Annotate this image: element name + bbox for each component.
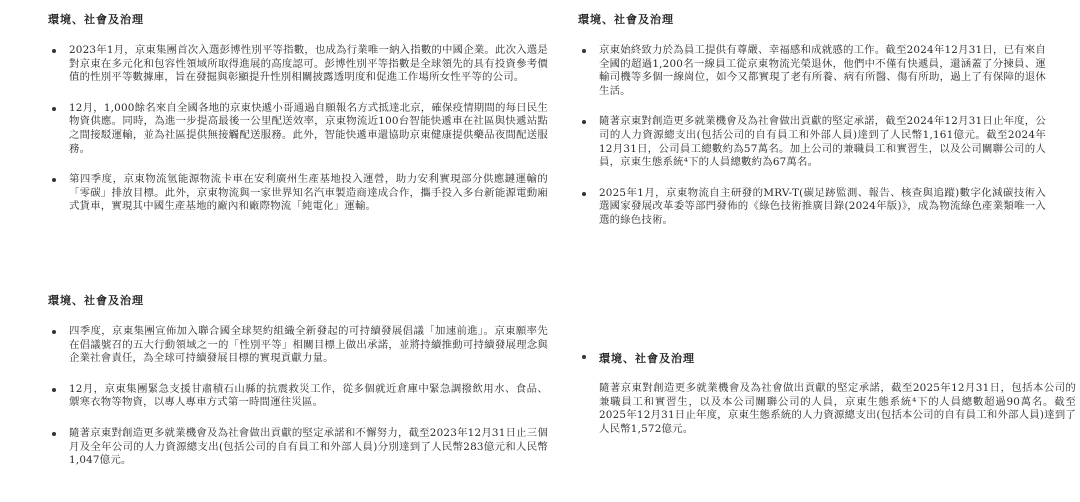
list-item: 12月，京東集團緊急支援甘肅積石山縣的抗震救災工作，從多個就近倉庫中緊急調撥飲用水、食品、禦寒衣物等物資，以專人專車方式第一時間運往災區。 <box>48 383 548 410</box>
list-item: 2025年1月，京東物流自主研發的MRV-T(碳足跡監測、報告、核查與追蹤)數字化減碳技術入選國家發展改革委等部門發佈的《綠色技術推廣目錄(2024年版)》，成為物流綠色產業類唯一入選的綠色技術。 <box>578 187 1046 228</box>
list-item: 四季度，京東集團宣佈加入聯合國全球契約組織全新發起的可持續發展倡議「加速前進」。京東願率先在倡議號召的五大行動領域之一的「性別平等」相關目標上做出承諾，並將持續推動可持續發展理念與企業社會責任，為全球可持續發展目標的實現貢獻力量。 <box>48 325 548 366</box>
esg-section-bottom-right <box>578 350 1076 436</box>
section-heading: 環境、社會及治理 <box>48 294 144 307</box>
list-item: 12月，1,000餘名來自全國各地的京東快遞小哥通過自願報名方式抵達北京，確保疫情期間的每日民生物資供應。同時，為進一步提高最後一公里配送效率，京東物流近100台智能快遞車在社區與快遞站點之間接駁運輸，並為社區提供無接觸配送服務。此外，智能快遞車還協助京東健康提供藥品夜間配送服務。 <box>48 102 548 156</box>
esg-section-top-right <box>578 11 1046 245</box>
list-item: 2023年1月，京東集團首次入選彭博性別平等指數，也成為行業唯一納入指數的中國企業。此次入選是對京東在多元化和包容性領域所取得進展的高度認可。彭博性別平等指數是全球領先的具有投資參考價值的性別平等數據庫，旨在發掘與彰顯提升性別相關披露透明度和促進工作場所女性平等的公司。 <box>48 44 548 85</box>
section-heading: 環境、社會及治理 <box>578 350 1076 366</box>
bullet-list <box>578 44 1046 228</box>
section-paragraph: 隨著京東對創造更多就業機會及為社會做出貢獻的堅定承諾，截至2025年12月31日，包括本公司的兼職員工和實習生，以及本公司關聯公司的人員，京東生態系統⁴下的人員總數超過90萬名。截至2025年12月31日止年度，京東生態系統的人力資源總支出(包括本公司的自有員工和外部人員)達到了人民幣1,572億元。 <box>599 382 1076 435</box>
esg-section-top-left <box>48 11 548 231</box>
section-heading: 環境、社會及治理 <box>48 13 144 26</box>
bullet-list <box>48 44 548 214</box>
list-item: 京東始終致力於為員工提供有尊嚴、幸福感和成就感的工作。截至2024年12月31日，已有來自全國的超過1,200名一線員工從京東物流光榮退休，他們中不僅有快遞員，還涵蓋了分揀員、運輸司機等多個一線崗位，如今又都實現了老有所養、病有所醫、傷有所助，過上了有保障的退休生活。 <box>578 44 1046 98</box>
list-item: 第四季度，京東物流氫能源物流卡車在安利廣州生產基地投入運營，助力安利實現部分供應鏈運輸的「零碳」排放目標。此外，京東物流與一家世界知名汽車製造商達成合作，攜手投入多台新能源電動廂式貨車，實現其中國生產基地的廠內和廠際物流「純電化」運輸。 <box>48 173 548 214</box>
section-heading: 環境、社會及治理 <box>578 13 674 26</box>
list-item: 隨著京東對創造更多就業機會及為社會做出貢獻的堅定承諾和不懈努力，截至2023年12月31日止三個月及全年公司的人力資源總支出(包括公司的自有員工和外部人員)分別達到了人民幣283億元和人民幣1,047億元。 <box>48 427 548 468</box>
bullet-list <box>48 325 548 468</box>
esg-section-bottom-left <box>48 292 548 485</box>
list-item: 隨著京東對創造更多就業機會及為社會做出貢獻的堅定承諾，截至2024年12月31日止年度，公司的人力資源總支出(包括公司的自有員工和外部人員)達到了人民幣1,161億元。截至2024年12月31日，公司員工總數約為57萬名。加上公司的兼職員工和實習生，以及公司關聯公司的人員，京東生態系統⁴下的人員總數約為67萬名。 <box>578 115 1046 169</box>
